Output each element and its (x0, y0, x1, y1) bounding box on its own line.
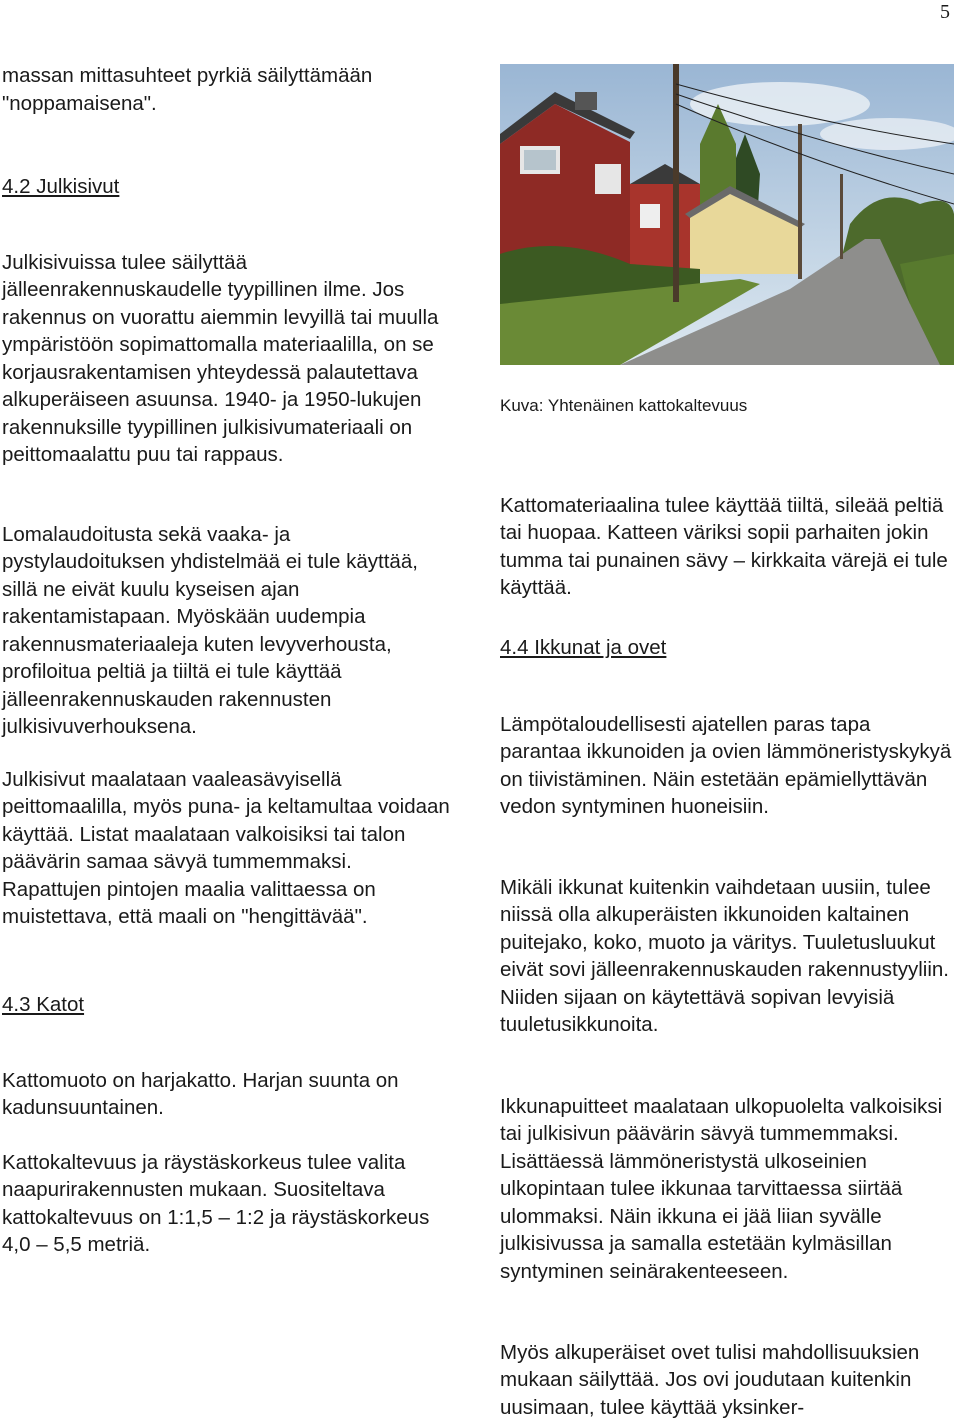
page-number: 5 (940, 0, 950, 24)
section-heading-julkisivut: 4.2 Julkisivut (2, 173, 452, 201)
katot-paragraph-2: Kattokaltevuus ja räystäskorkeus tulee valita naapurirakennusten mukaan. Suositeltava kattokaltevuus on 1:1,5 – 1:2 ja räystäskorkeus 4,0 – 5,5 metriä. (2, 1149, 452, 1259)
julkisivut-paragraph-3: Julkisivut maalataan vaaleasävyisellä peittomaalilla, myös puna- ja keltamultaa voidaan käyttää. Listat maalataan valkoisiksi tai talon päävärin samaa sävyä tummemmaksi. Rapattujen pintojen maalia valittaessa on muistettava, että maali on "hengittävää". (2, 766, 452, 931)
julkisivut-paragraph-2: Lomalaudoitusta sekä vaaka- ja pystylaudoituksen yhdistelmää ei tule käyttää, sillä ne eivät kuulu kyseisen ajan rakentamistapaan. Myöskään uudempia rakennusmateriaaleja kuten levyverhousta, profiloitua peltiä ja tiiltä ei tule käyttää jälleenrakennuskauden rakennusten julkisivuverhouksena. (2, 521, 452, 741)
intro-fragment: massan mittasuhteet pyrkiä säilyttämään "noppamaisena". (2, 62, 452, 117)
photo-caption: Kuva: Yhtenäinen kattokaltevuus (500, 395, 955, 417)
ikkunat-paragraph-3: Ikkunapuitteet maalataan ulkopuolelta valkoisiksi tai julkisivun päävärin sävyä tummemmaksi. Lisättäessä lämmöneristystä ulkoseinien ulkopintaan tulee ikkunaa tarvittaessa siirtää ulommaksi. Näin ikkuna ei jää liian syvälle julkisivussa ja samalla estetään kylmäsillan syntyminen seinärakenteeseen. (500, 1093, 955, 1286)
ikkunat-paragraph-4: Myös alkuperäiset ovet tulisi mahdollisuuksien mukaan säilyttää. Jos ovi joudutaan kuitenkin uusimaan, tulee käyttää yksinker- (500, 1339, 955, 1421)
section-heading-ikkunat-ja-ovet: 4.4 Ikkunat ja ovet (500, 634, 955, 662)
roof-paragraph: Kattomateriaalina tulee käyttää tiiltä, sileää peltiä tai huopaa. Katteen väriksi sopii parhaiten jokin tumma tai punainen sävy – kirkkaita värejä ei tule käyttää. (500, 492, 955, 602)
street-photo (500, 64, 954, 365)
julkisivut-paragraph-1: Julkisivuissa tulee säilyttää jälleenrakennuskaudelle tyypillinen ilme. Jos rakennus on vuorattu aiemmin levyillä tai muulla ympäristöön sopimattomalla materiaalilla, on se korjausrakentamisen yhteydessä palautettava alkuperäiseen asuunsa. 1940- ja 1950-lukujen rakennuksille tyypillinen julkisivumateriaali on peittomaalattu puu tai rappaus. (2, 249, 452, 469)
ikkunat-paragraph-1: Lämpötaloudellisesti ajatellen paras tapa parantaa ikkunoiden ja ovien lämmöneristyskykyä on tiivistäminen. Näin estetään epämiellyttävän vedon syntyminen huoneisiin. (500, 711, 955, 821)
section-heading-katot: 4.3 Katot (2, 991, 452, 1019)
ikkunat-paragraph-2: Mikäli ikkunat kuitenkin vaihdetaan uusiin, tulee niissä olla alkuperäisten ikkunoiden kaltainen puitejako, koko, muoto ja väritys. Tuuletusluukut eivät sovi jälleenrakennuskauden rakennustyyliin. Niiden sijaan on käytettävä sopivan levyisiä tuuletusikkunoita. (500, 874, 955, 1039)
katot-paragraph-1: Kattomuoto on harjakatto. Harjan suunta on kadunsuuntainen. (2, 1067, 452, 1122)
